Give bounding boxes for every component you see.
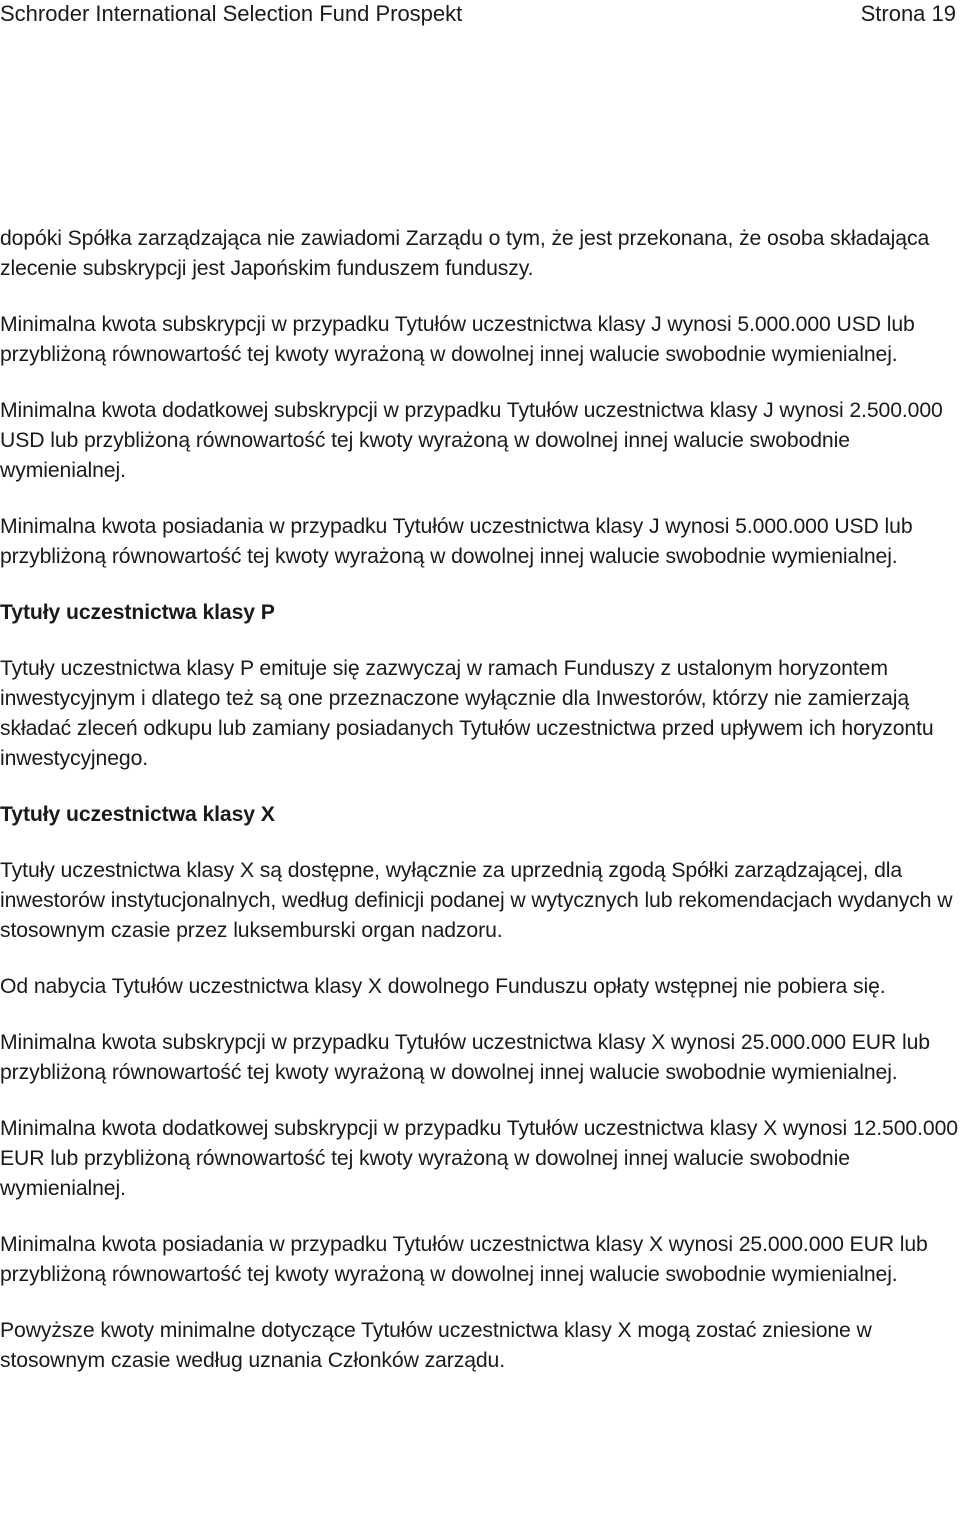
paragraph-x-min-holding: Minimalna kwota posiadania w przypadku Tytułów uczestnictwa klasy X wynosi 25.000.000 EUR lub przybliżoną równowartość tej kwoty wyrażoną w dowolnej innej walucie swobodnie wymienialnej. bbox=[0, 1233, 928, 1286]
paragraph-japanese-fund: dopóki Spółka zarządzająca nie zawiadomi Zarządu o tym, że jest przekonana, że osoba składająca zlecenie subskrypcji jest Japońskim funduszem funduszy. bbox=[0, 227, 930, 280]
document-body bbox=[0, 224, 958, 1402]
paragraph-class-x-entry-fee: Od nabycia Tytułów uczestnictwa klasy X dowolnego Funduszu opłaty wstępnej nie pobiera się. bbox=[0, 975, 886, 998]
page-header bbox=[0, 0, 960, 30]
paragraph-x-min-additional: Minimalna kwota dodatkowej subskrypcji w przypadku Tytułów uczestnictwa klasy X wynosi 12.500.000 EUR lub przybliżoną równowartość tej kwoty wyrażoną w dowolnej innej walucie swobodnie wymienialnej. bbox=[0, 1117, 958, 1200]
paragraph-x-waiver: Powyższe kwoty minimalne dotyczące Tytułów uczestnictwa klasy X mogą zostać zniesione w stosownym czasie według uznania Członków zarządu. bbox=[0, 1319, 872, 1372]
paragraph-class-p-description: Tytuły uczestnictwa klasy P emituje się zazwyczaj w ramach Funduszy z ustalonym horyzontem inwestycyjnym i dlatego też są one przeznaczone wyłącznie dla Inwestorów, którzy nie zamierzają składać zleceń odkupu lub zamiany posiadanych Tytułów uczestnictwa przed upływem ich horyzontu inwestycyjnego. bbox=[0, 657, 934, 770]
paragraph-class-x-availability: Tytuły uczestnictwa klasy X są dostępne, wyłącznie za uprzednią zgodą Spółki zarządzającej, dla inwestorów instytucjonalnych, według definicji podanej w wytycznych lub rekomendacjach wydanych w stosownym czasie przez luksemburski organ nadzoru. bbox=[0, 859, 953, 942]
page-number: Strona 19 bbox=[860, 1, 956, 26]
paragraph-j-min-subscription: Minimalna kwota subskrypcji w przypadku Tytułów uczestnictwa klasy J wynosi 5.000.000 USD lub przybliżoną równowartość tej kwoty wyrażoną w dowolnej innej walucie swobodnie wymienialnej. bbox=[0, 313, 915, 366]
paragraph-j-min-additional: Minimalna kwota dodatkowej subskrypcji w przypadku Tytułów uczestnictwa klasy J wynosi 2.500.000 USD lub przybliżoną równowartość tej kwoty wyrażoną w dowolnej innej walucie swobodnie wymienialnej. bbox=[0, 399, 943, 482]
section-heading-class-x: Tytuły uczestnictwa klasy X bbox=[0, 803, 275, 826]
document-title: Schroder International Selection Fund Prospekt bbox=[0, 1, 463, 26]
section-heading-class-p: Tytuły uczestnictwa klasy P bbox=[0, 601, 275, 624]
paragraph-x-min-subscription: Minimalna kwota subskrypcji w przypadku Tytułów uczestnictwa klasy X wynosi 25.000.000 EUR lub przybliżoną równowartość tej kwoty wyrażoną w dowolnej innej walucie swobodnie wymienialnej. bbox=[0, 1031, 930, 1084]
paragraph-j-min-holding: Minimalna kwota posiadania w przypadku Tytułów uczestnictwa klasy J wynosi 5.000.000 USD lub przybliżoną równowartość tej kwoty wyrażoną w dowolnej innej walucie swobodnie wymienialnej. bbox=[0, 515, 913, 568]
